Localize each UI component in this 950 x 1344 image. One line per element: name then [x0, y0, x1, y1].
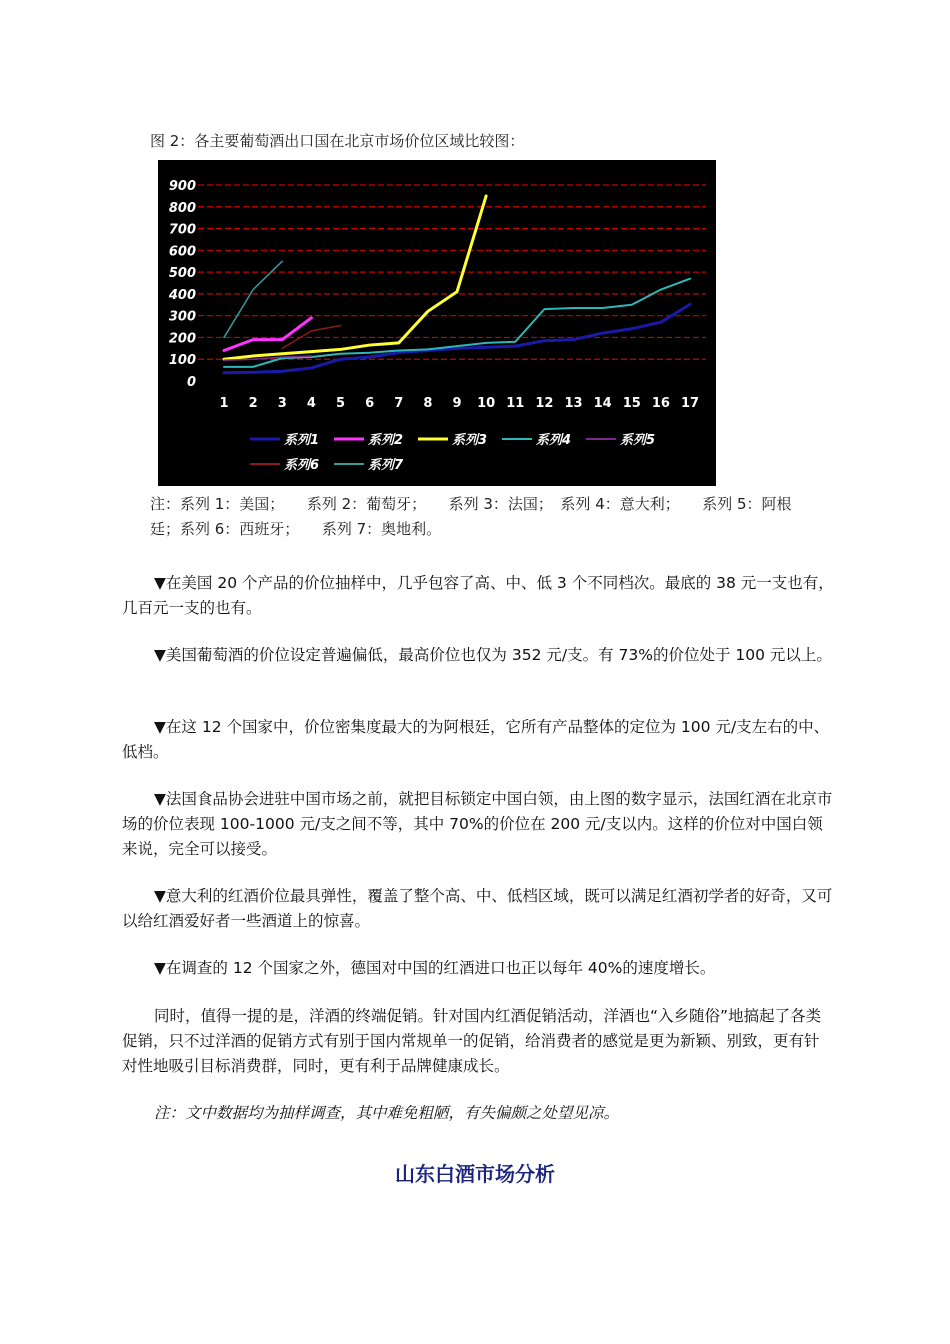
y-tick-label: 300	[168, 309, 196, 325]
y-tick-label: 500	[168, 266, 196, 282]
legend-label-5: 系列5	[620, 433, 656, 448]
x-tick-label: 9	[452, 396, 462, 411]
y-tick-label: 400	[168, 287, 196, 303]
x-tick-label: 1	[219, 396, 229, 411]
x-tick-label: 16	[651, 396, 670, 411]
legend-label-7: 系列7	[368, 458, 404, 473]
figure-caption: 图 2：各主要葡萄酒出口国在北京市场价位区域比较图：	[150, 132, 525, 150]
legend-label-2: 系列2	[368, 433, 404, 448]
x-tick-label: 14	[593, 396, 612, 411]
x-tick-label: 7	[394, 396, 404, 411]
line-chart-svg	[158, 160, 716, 486]
y-tick-label: 200	[168, 331, 196, 347]
paragraph-7: 同时，值得一提的是，洋酒的终端促销。针对国内红酒促销活动，洋酒也“入乡随俗”地搞起了各类促销，只不过洋酒的促销方式有别于国内常规单一的促销，给消费者的感觉是更为新颖、别致，更有针对性地吸引目标消费群，同时，更有利于品牌健康成长。	[122, 1007, 822, 1075]
paragraph-3: ▼在这 12 个国家中，价位密集度最大的为阿根廷，它所有产品整体的定位为 100 元/支左右的中、低档。	[122, 718, 830, 761]
paragraph-5: ▼意大利的红酒价位最具弹性，覆盖了整个高、中、低档区域，既可以满足红酒初学者的好奇，又可以给红酒爱好者一些酒道上的惊喜。	[122, 887, 833, 930]
x-tick-label: 8	[423, 396, 433, 411]
paragraph-6: ▼在调查的 12 个国家之外，德国对中国的红酒进口也正以每年 40%的速度增长。	[154, 959, 716, 977]
x-tick-label: 10	[477, 396, 496, 411]
x-tick-label: 17	[680, 396, 700, 411]
series-line-3	[224, 196, 486, 359]
price-range-chart	[158, 160, 716, 486]
x-tick-label: 11	[506, 396, 525, 411]
paragraph-1: ▼在美国 20 个产品的价位抽样中，几乎包容了高、中、低 3 个不同档次。最底的 38 元一支也有， 几百元一支的也有。	[122, 574, 834, 617]
paragraph-note: 注：文中数据均为抽样调查，其中难免粗陋，有失偏颇之处望见凉。	[154, 1104, 620, 1122]
paragraph-4: ▼法国食品协会进驻中国市场之前，就把目标锁定中国白领，由上图的数字显示，法国红酒在北京市场的价位表现 100-1000 元/支之间不等，其中 70%的价位在 200 元/支以内。这样的价位对中国白领来说，完全可以接受。	[122, 790, 833, 858]
paragraph-2: ▼美国葡萄酒的价位设定普遍偏低，最高价位也仅为 352 元/支。有 73%的价位处于 100 元以上。	[154, 646, 832, 664]
x-tick-label: 15	[622, 396, 641, 411]
x-tick-label: 2	[248, 396, 258, 411]
x-tick-label: 5	[335, 396, 346, 411]
legend-label-3: 系列3	[452, 433, 488, 448]
y-tick-label: 700	[168, 222, 196, 238]
figure-note: 注：系列 1：美国； 系列 2：葡萄牙； 系列 3：法国； 系列 4：意大利； 系列 5：阿根廷；系列 6：西班牙； 系列 7：奥地利。	[150, 495, 792, 538]
x-tick-label: 12	[535, 396, 554, 411]
series-line-2	[224, 318, 311, 351]
x-tick-label: 13	[564, 396, 583, 411]
legend-label-1: 系列1	[284, 433, 320, 448]
x-tick-label: 6	[365, 396, 375, 411]
y-tick-label: 800	[168, 200, 196, 216]
y-tick-label: 100	[168, 353, 196, 369]
y-tick-label: 900	[168, 179, 196, 194]
x-tick-label: 3	[277, 396, 287, 411]
x-tick-label: 4	[306, 396, 316, 411]
series-line-1	[224, 304, 690, 372]
y-tick-label: 600	[168, 244, 196, 260]
section-title: 山东白酒市场分析	[395, 1162, 555, 1186]
legend-label-6: 系列6	[284, 458, 320, 473]
legend-label-4: 系列4	[536, 433, 572, 448]
y-tick-label: 0	[186, 375, 196, 390]
